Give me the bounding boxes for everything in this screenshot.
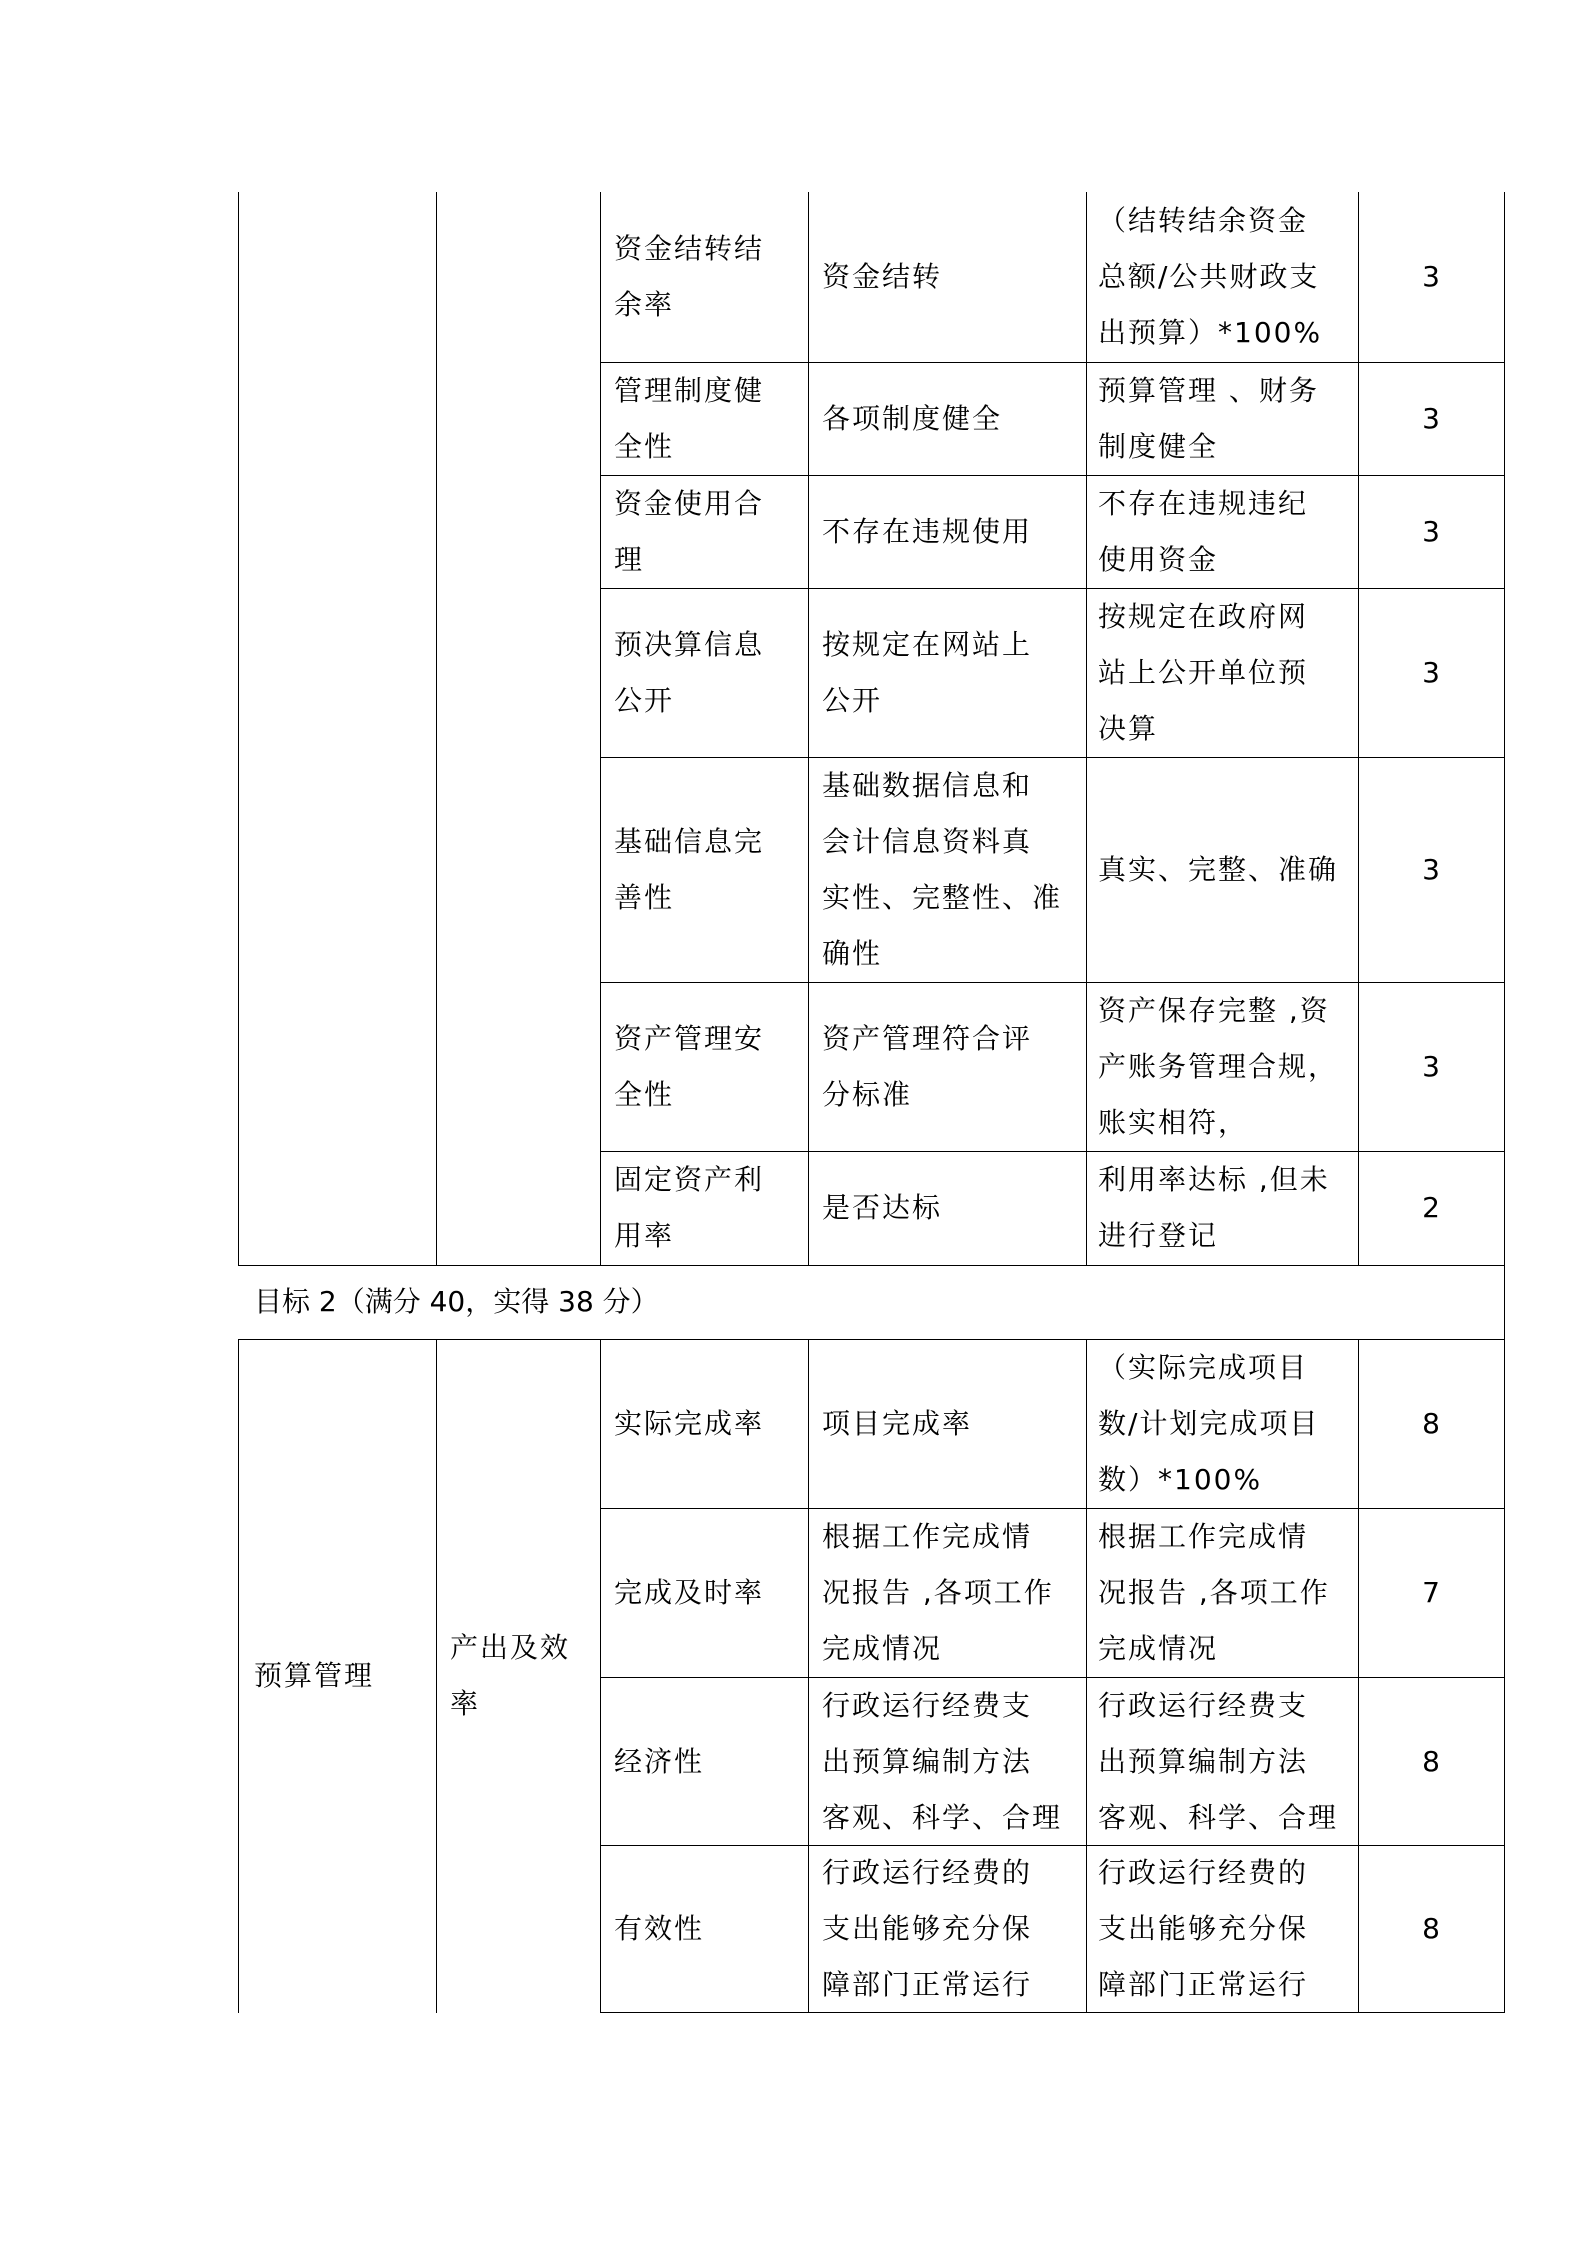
standard-cell: 行政运行经费支 出预算编制方法 客观、科学、合理 xyxy=(1098,1689,1339,1834)
indicator-cell: 管理制度健 全性 xyxy=(614,374,765,463)
indicator-cell: 完成及时率 xyxy=(614,1576,765,1609)
table-border-left xyxy=(238,192,239,1266)
table-divider-col2 xyxy=(600,1339,601,2013)
standard-cell: 根据工作完成情 况报告 ,各项工作 完成情况 xyxy=(1098,1520,1330,1665)
standard-cell: 不存在违规违纪 使用资金 xyxy=(1098,487,1309,576)
table-divider-col1 xyxy=(436,192,437,1266)
indicator-cell: 预决算信息 公开 xyxy=(614,628,765,717)
table-divider-col2 xyxy=(600,192,601,1266)
row-separator xyxy=(600,588,1505,589)
indicator-cell: 资产管理安 全性 xyxy=(614,1022,765,1111)
standard-cell: （实际完成项目 数/计划完成项目 数）*100% xyxy=(1098,1351,1320,1496)
criterion-cell: 根据工作完成情 况报告 ,各项工作 完成情况 xyxy=(822,1520,1054,1665)
indicator-cell: 实际完成率 xyxy=(614,1407,765,1440)
criterion-cell: 行政运行经费支 出预算编制方法 客观、科学、合理 xyxy=(822,1689,1063,1834)
standard-cell: 预算管理 、财务 制度健全 xyxy=(1098,374,1319,463)
subcategory-cell: 产出及效 率 xyxy=(450,1631,571,1720)
indicator-cell: 资金使用合 理 xyxy=(614,487,765,576)
table-border-right xyxy=(1504,192,1505,1340)
score-cell: 3 xyxy=(1422,1050,1440,1083)
criterion-cell: 行政运行经费的 支出能够充分保 障部门正常运行 xyxy=(822,1856,1033,2001)
table-divider-col3 xyxy=(808,1339,809,2013)
indicator-cell: 基础信息完 善性 xyxy=(614,825,765,914)
table-divider-col4 xyxy=(1086,192,1087,1266)
score-cell: 3 xyxy=(1422,515,1440,548)
goal2-header: 目标 2（满分 40，实得 38 分） xyxy=(254,1285,659,1318)
score-cell: 2 xyxy=(1422,1191,1440,1224)
indicator-cell: 资金结转结 余率 xyxy=(614,232,765,321)
table-divider-col1 xyxy=(436,1339,437,2013)
criterion-cell: 资产管理符合评 分标准 xyxy=(822,1022,1033,1111)
score-cell: 8 xyxy=(1422,1407,1440,1440)
score-cell: 3 xyxy=(1422,853,1440,886)
indicator-cell: 经济性 xyxy=(614,1745,705,1778)
table-divider-col4 xyxy=(1086,1339,1087,2013)
table-divider-col5 xyxy=(1358,192,1359,1266)
score-cell: 3 xyxy=(1422,260,1440,293)
standard-cell: （结转结余资金 总额/公共财政支 出预算）*100% xyxy=(1098,204,1323,349)
standard-cell: 按规定在政府网 站上公开单位预 决算 xyxy=(1098,600,1309,745)
criterion-cell: 是否达标 xyxy=(822,1191,943,1224)
standard-cell: 利用率达标 ,但未 进行登记 xyxy=(1098,1163,1330,1252)
category-cell: 预算管理 xyxy=(254,1659,375,1692)
standard-cell: 真实、完整、准确 xyxy=(1098,853,1339,886)
indicator-cell: 有效性 xyxy=(614,1912,705,1945)
score-cell: 8 xyxy=(1422,1745,1440,1778)
criterion-cell: 不存在违规使用 xyxy=(822,515,1033,548)
criterion-cell: 各项制度健全 xyxy=(822,402,1003,435)
score-cell: 7 xyxy=(1422,1576,1440,1609)
indicator-cell: 固定资产利 用率 xyxy=(614,1163,765,1252)
table-border-right xyxy=(1504,1339,1505,2013)
table-border-left xyxy=(238,1339,239,2013)
row-separator xyxy=(238,1265,1505,1266)
row-separator xyxy=(600,2012,1505,2013)
standard-cell: 资产保存完整 ,资 产账务管理合规， 账实相符， xyxy=(1098,994,1339,1139)
criterion-cell: 基础数据信息和 会计信息资料真 实性、完整性、准 确性 xyxy=(822,769,1063,970)
criterion-cell: 按规定在网站上 公开 xyxy=(822,628,1033,717)
score-cell: 3 xyxy=(1422,656,1440,689)
standard-cell: 行政运行经费的 支出能够充分保 障部门正常运行 xyxy=(1098,1856,1309,2001)
score-cell: 8 xyxy=(1422,1912,1440,1945)
score-cell: 3 xyxy=(1422,402,1440,435)
row-separator xyxy=(600,982,1505,983)
criterion-cell: 项目完成率 xyxy=(822,1407,973,1440)
criterion-cell: 资金结转 xyxy=(822,260,943,293)
table-divider-col3 xyxy=(808,192,809,1266)
